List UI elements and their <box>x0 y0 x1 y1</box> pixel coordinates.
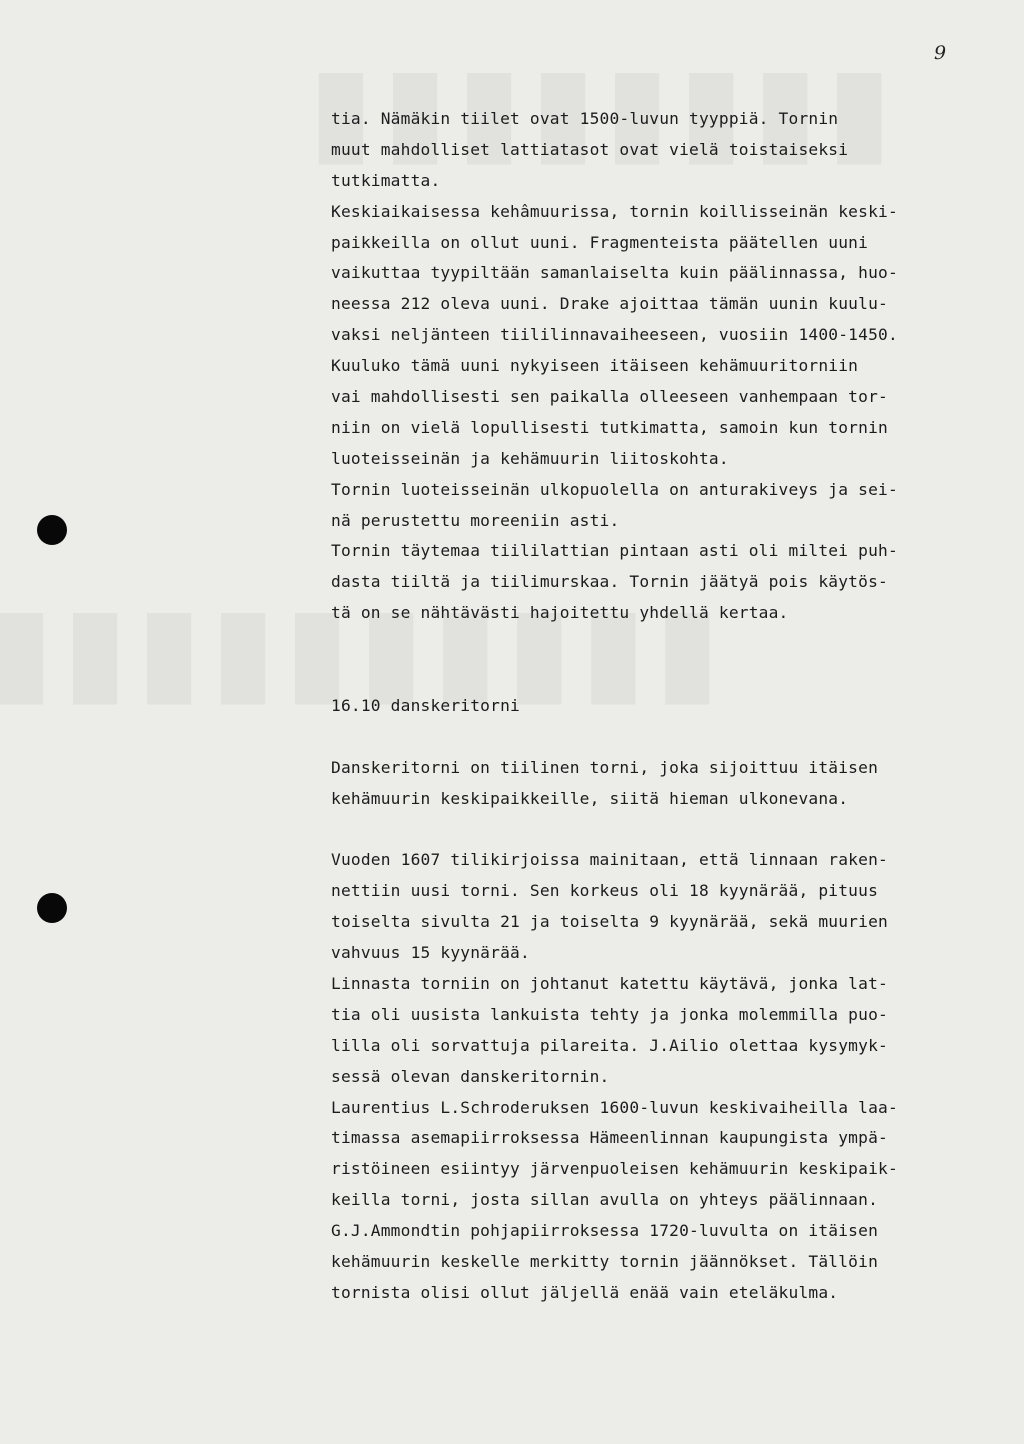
blank-line <box>331 722 981 753</box>
paragraph-2 <box>331 197 981 475</box>
text-line: Tornin täytemaa tiililattian pintaan asti oli miltei puh- <box>331 541 898 561</box>
blank-line <box>331 629 981 660</box>
paragraph-4 <box>331 536 981 629</box>
text-line: neessa 212 oleva uuni. Drake ajoittaa tämän uunin kuulu- <box>331 294 888 314</box>
section-paragraph-2 <box>331 845 981 969</box>
blank-line <box>331 660 981 691</box>
text-line: tornista olisi ollut jäljellä enää vain eteläkulma. <box>331 1282 839 1302</box>
section-paragraph-3 <box>331 969 981 1093</box>
text-line: muut mahdolliset lattiatasot ovat vielä toistaiseksi <box>331 139 849 159</box>
text-line: lilla oli sorvattuja pilareita. J.Ailio olettaa kysymyk- <box>331 1035 888 1055</box>
text-line: Vuoden 1607 tilikirjoissa mainitaan, että linnaan raken- <box>331 850 888 870</box>
text-line: vai mahdollisesti sen paikalla olleeseen vanhempaan tor- <box>331 387 888 407</box>
text-line: nettiin uusi torni. Sen korkeus oli 18 kyynärää, pituus <box>331 881 879 901</box>
section-heading: 16.10 danskeritorni <box>331 695 520 715</box>
text-line: tä on se nähtävästi hajoitettu yhdellä kertaa. <box>331 603 789 623</box>
section-paragraph-4 <box>331 1093 981 1217</box>
section-paragraph-1 <box>331 753 981 815</box>
page-number: 9 <box>934 42 947 64</box>
text-line: G.J.Ammondtin pohjapiirroksessa 1720-luvulta on itäisen <box>331 1221 879 1241</box>
text-line: ristöineen esiintyy järvenpuoleisen kehämuurin keskipaik- <box>331 1159 898 1179</box>
text-line: tutkimatta. <box>331 170 441 190</box>
text-line: dasta tiiltä ja tiilimurskaa. Tornin jäätyä pois käytös- <box>331 572 888 592</box>
text-line: tia oli uusista lankuista tehty ja jonka molemmilla puo- <box>331 1004 888 1024</box>
text-line: vaksi neljänteen tiililinnavaiheeseen, vuosiin 1400-1450. <box>331 325 898 345</box>
paragraph-3 <box>331 475 981 537</box>
text-line: Kuuluko tämä uuni nykyiseen itäiseen kehämuuritorniin <box>331 356 859 376</box>
text-line: Danskeritorni on tiilinen torni, joka sijoittuu itäisen <box>331 757 879 777</box>
text-line: vahvuus 15 kyynärää. <box>331 943 530 963</box>
typewritten-body <box>331 104 981 1309</box>
text-line: timassa asemapiirroksessa Hämeenlinnan kaupungista ympä- <box>331 1128 888 1148</box>
text-line: sessä olevan danskeritornin. <box>331 1066 610 1086</box>
text-line: toiselta sivulta 21 ja toiselta 9 kyynärää, sekä muurien <box>331 912 888 932</box>
text-line: tia. Nämäkin tiilet ovat 1500-luvun tyyppiä. Tornin <box>331 109 839 128</box>
text-line: Linnasta torniin on johtanut katettu käytävä, jonka lat- <box>331 973 888 993</box>
text-line: kehämuurin keskipaikkeille, siitä hieman ulkonevana. <box>331 788 849 808</box>
punch-hole-upper <box>37 515 67 545</box>
text-line: paikkeilla on ollut uuni. Fragmenteista päätellen uuni <box>331 232 869 252</box>
blank-line <box>331 814 981 845</box>
text-line: Keskiaikaisessa kehâmuurissa, tornin koillisseinän keski- <box>331 201 898 221</box>
text-line: Laurentius L.Schroderuksen 1600-luvun keskivaiheilla laa- <box>331 1097 898 1117</box>
text-line: nä perustettu moreeniin asti. <box>331 510 620 530</box>
text-line: luoteisseinän ja kehämuurin liitoskohta. <box>331 448 729 468</box>
text-line: vaikuttaa tyypiltään samanlaiselta kuin päälinnassa, huo- <box>331 263 898 283</box>
text-line: Tornin luoteisseinän ulkopuolella on anturakiveys ja sei- <box>331 479 898 499</box>
text-line: niin on vielä lopullisesti tutkimatta, samoin kun tornin <box>331 417 888 437</box>
text-line: keilla torni, josta sillan avulla on yhteys päälinnaan. <box>331 1190 879 1210</box>
punch-hole-lower <box>37 893 67 923</box>
section-paragraph-5 <box>331 1216 981 1309</box>
paragraph-1 <box>331 104 981 197</box>
text-line: kehämuurin keskelle merkitty tornin jäännökset. Tällöin <box>331 1251 879 1271</box>
